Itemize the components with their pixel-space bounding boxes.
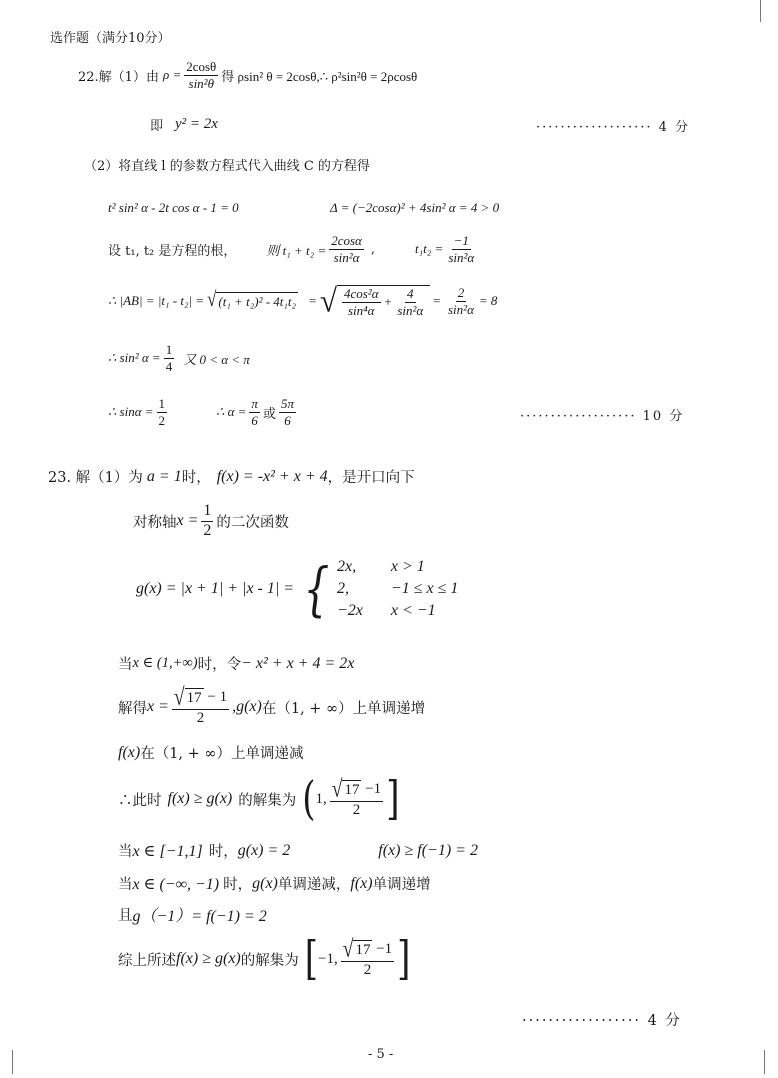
q23-l9-prefix: 当 xyxy=(118,877,133,893)
q23-l11-den: 2 xyxy=(363,961,372,978)
q23-l7-den: 2 xyxy=(352,801,361,818)
q23-axis-den: 2 xyxy=(203,521,212,539)
q23-l9-t1: 单调递减， xyxy=(277,877,351,893)
q23-l1-mid: 时， xyxy=(181,470,211,486)
q23-l11-ineq: f(x) ≥ g(x) xyxy=(176,950,241,968)
q23-l5-prefix: 解得 xyxy=(118,700,147,717)
q22-sin-frac xyxy=(157,397,168,427)
q22-ji: 即 xyxy=(150,119,164,134)
q23-l5-x: x = xyxy=(147,698,169,716)
q23-l4-mid: 时，令 xyxy=(197,657,242,673)
q23-g-lhs: g(x) = |x + 1| + |x - 1| = xyxy=(136,580,295,597)
q22-sin-lhs: ∴ sinα = xyxy=(108,404,154,420)
q23-l11-num-tail: −1 xyxy=(372,941,393,958)
q23-l10-eq: g（−1）= f(−1) = 2 xyxy=(132,908,267,925)
q22-ab-frac-1-den: sin⁴α xyxy=(347,302,375,318)
q22-ab-sqrt xyxy=(207,287,298,312)
q22-ab-frac-1-num: 4cos²α xyxy=(343,286,379,301)
right-bracket: ] xyxy=(386,772,400,827)
q23-l4-eq: − x² + x + 4 = 2x xyxy=(241,654,355,672)
q22-rho: ρ = xyxy=(162,67,182,83)
q22-result: y² = 2x xyxy=(175,116,218,132)
q23-l5-num xyxy=(172,684,229,711)
q23-axis-x: x = xyxy=(176,512,199,530)
q22-roots-label: 设 t₁, t₂ 是方程的根， xyxy=(108,243,237,259)
q22-ab-tail: = 8 xyxy=(478,293,498,309)
q23-l5-den: 2 xyxy=(196,709,205,726)
q23-line-1 xyxy=(48,466,415,487)
q23-l6-f: f(x) xyxy=(118,743,141,761)
q23-line-9 xyxy=(118,873,431,894)
q22-sum-label: 则 t₁ + t₂ = xyxy=(266,242,327,258)
q23-l8-g: g(x) = 2 xyxy=(237,841,291,859)
q23-l7-ineq: f(x) ≥ g(x) xyxy=(167,790,233,808)
q23-l7-num xyxy=(330,776,383,803)
q23-l1-prefix: 23. 解（1）为 xyxy=(48,470,143,486)
case-condition: x > 1 xyxy=(390,558,425,575)
q22-line-2 xyxy=(150,115,218,134)
q22-sin-line xyxy=(108,397,299,427)
q23-l9-f: f(x) xyxy=(350,874,373,892)
q23-l11-num xyxy=(341,936,394,963)
q23-line-6 xyxy=(118,742,303,763)
q23-l11-sqrt xyxy=(342,936,373,963)
q22-sin2-num: 1 xyxy=(165,342,173,357)
q22-sin2-lhs: ∴ sin² α = xyxy=(108,350,161,366)
q23-l7-sqrt xyxy=(331,776,362,803)
q23-line-10 xyxy=(118,903,267,926)
q22-alpha-2-den: 6 xyxy=(284,412,291,428)
q23-score: ·················· 4 分 xyxy=(522,1013,682,1029)
q22-score-2: ··················· 10 分 xyxy=(520,409,685,424)
crop-mark-top-right xyxy=(760,0,773,22)
crop-mark-bottom-right xyxy=(764,1050,777,1074)
q23-axis-post: 的二次函数 xyxy=(216,514,289,531)
q23-line-4 xyxy=(118,653,354,674)
q23-l1-f: f(x) = -x² + x + 4 xyxy=(216,467,328,485)
case-value: 2, xyxy=(336,580,349,597)
q22-ab-line xyxy=(108,282,498,319)
sqrt-symbol: √ xyxy=(342,936,354,963)
q22-ab-sqrt-2 xyxy=(319,282,430,319)
q22-score-1: ··················· 4 分 xyxy=(536,120,691,135)
q22-ab-result-num: 2 xyxy=(457,285,465,300)
q22-range: 又 0 < α < π xyxy=(183,351,250,367)
q23-l5-g: ,g(x) xyxy=(232,698,262,716)
q22-prefix: 22.解（1）由 xyxy=(78,69,159,85)
q22-sin2-den: 4 xyxy=(165,358,173,374)
q23-l7-post: 的解集为 xyxy=(238,792,297,809)
q23-l11-prefix: 综上所述 xyxy=(118,952,176,969)
q22-sin-den: 2 xyxy=(158,412,166,428)
q22-ab-result-den: sin²α xyxy=(448,301,474,317)
q22-ab-frac-1 xyxy=(342,287,381,317)
q22-alpha-1-den: 6 xyxy=(251,412,258,428)
q23-l5-sqrt-inner: 17 xyxy=(186,689,202,706)
q23-l11-sqrt-inner: 17 xyxy=(355,941,371,958)
q23-line-11 xyxy=(118,932,411,987)
q23-l8-mid: 时， xyxy=(208,844,238,860)
q23-l7-sqrt-inner: 17 xyxy=(344,781,360,798)
sqrt-symbol: √ xyxy=(173,684,185,711)
q23-line-5 xyxy=(118,684,426,726)
q23-l9-set: x ∈ (−∞, −1) xyxy=(132,875,220,893)
q23-l9-t2: 单调递增 xyxy=(372,877,431,893)
q23-axis-line xyxy=(133,503,289,540)
q22-sin2-frac xyxy=(164,343,175,373)
q23-cases-grid xyxy=(337,558,458,620)
q23-l9-mid: 时， xyxy=(223,877,253,893)
q22-sum-den: sin²α xyxy=(333,249,360,265)
sqrt-symbol-large: √ xyxy=(319,282,337,319)
q22-ab-lhs: ∴ |AB| = |t₁ - t₂| = xyxy=(108,293,205,309)
sqrt-symbol: √ xyxy=(331,776,343,803)
q23-l7-a: 1, xyxy=(315,790,327,807)
q22-alpha-lhs: ∴ α = xyxy=(216,404,247,420)
q23-l10-prefix: 且 xyxy=(118,908,133,924)
q22-delta: Δ = (−2cosα)² + 4sin² α = 4 > 0 xyxy=(330,200,500,215)
q23-l6-post: 在（1, + ∞）上单调递减 xyxy=(140,746,304,762)
page-number: - 5 - xyxy=(368,1047,394,1062)
q22-prod-den: sin²α xyxy=(448,249,475,265)
left-bracket: [ xyxy=(304,932,319,987)
q23-l5-num-tail: − 1 xyxy=(203,689,228,706)
q22-sin-num: 1 xyxy=(158,396,166,411)
q23-l11-frac xyxy=(341,936,394,978)
q23-l4-prefix: 当 xyxy=(118,657,133,673)
q22-eq-sign: = xyxy=(308,293,317,309)
q22-comma: , xyxy=(370,241,376,257)
q22-line-1 xyxy=(78,60,417,90)
left-paren: ( xyxy=(302,772,316,827)
left-brace: { xyxy=(303,555,330,623)
q22-prod-num: −1 xyxy=(453,233,469,248)
q22-alpha-2-num: 5π xyxy=(280,396,294,411)
q22-ab-frac-2 xyxy=(395,287,425,317)
q22-or: 或 xyxy=(262,406,276,422)
q22-ab-sqrt-inner: (t₁ + t₂)² - 4t₁t₂ xyxy=(218,294,297,310)
q23-l9-g: g(x) xyxy=(252,874,278,892)
q22-alpha-frac-2 xyxy=(279,397,296,427)
q23-axis-num: 1 xyxy=(201,503,213,522)
q22-equation-1: t² sin² α - 2t cos α - 1 = 0 xyxy=(108,200,239,215)
q22-fraction-den: sin²θ xyxy=(188,75,214,91)
q23-l8-f: f(x) ≥ f(−1) = 2 xyxy=(378,841,478,859)
q22-sum-fraction xyxy=(329,234,364,264)
q23-l1-a: a = 1 xyxy=(146,467,182,485)
q23-line-8 xyxy=(118,840,478,861)
q23-line-7 xyxy=(118,772,400,827)
q22-eq-sign-2: = xyxy=(432,293,441,309)
q23-l1-post: ，是开口向下 xyxy=(327,470,415,486)
q22-prod-fraction xyxy=(446,234,476,264)
case-condition: x < −1 xyxy=(390,602,436,619)
q22-ab-plus: + xyxy=(383,294,393,310)
q23-l5-post: 在（1, + ∞）上单调递增 xyxy=(261,700,426,717)
q23-l7-prefix: ∴此时 xyxy=(118,792,162,809)
q22-step: 得 ρsin² θ = 2cosθ,∴ ρ²sin²θ = 2ρcosθ xyxy=(221,68,418,84)
q23-l7-frac xyxy=(330,776,383,818)
case-value: 2x, xyxy=(336,558,357,575)
case-condition: −1 ≤ x ≤ 1 xyxy=(390,580,459,597)
q22-ab-sqrt-2-inner xyxy=(337,285,430,317)
q22-fraction-num: 2cosθ xyxy=(186,59,217,74)
q22-ab-result xyxy=(446,286,476,316)
q22-roots-line xyxy=(108,234,479,264)
q23-l8-set: x ∈ [−1,1] xyxy=(132,842,203,860)
q22-fraction xyxy=(184,60,218,90)
q22-alpha-frac-1 xyxy=(249,397,260,427)
q23-l11-a: −1, xyxy=(318,950,338,967)
q23-g-cases xyxy=(298,555,459,623)
crop-mark-bottom-left xyxy=(0,1050,13,1074)
q22-sin2-line xyxy=(108,343,250,373)
q23-axis-prefix: 对称轴 xyxy=(133,514,177,531)
right-bracket: ] xyxy=(397,932,411,987)
q22-prod-label: t₁t₂ = xyxy=(415,241,444,257)
q23-l7-num-tail: −1 xyxy=(361,781,382,798)
q22-ab-frac-2-num: 4 xyxy=(407,286,414,301)
case-value: −2x xyxy=(336,602,363,619)
q22-part-2: （2）将直线 l 的参数方程式代入曲线 C 的方程得 xyxy=(84,159,370,174)
q23-axis-frac xyxy=(201,503,213,540)
q22-sum-num: 2cosα xyxy=(331,233,362,248)
q22-ab-frac-2-den: sin²α xyxy=(397,302,424,318)
q23-l8-prefix: 当 xyxy=(118,844,133,860)
q23-l4-set: x ∈ (1,+∞) xyxy=(132,655,198,671)
q23-l11-post: 的解集为 xyxy=(240,952,299,969)
q23-l5-frac xyxy=(172,684,229,726)
q23-g-definition xyxy=(136,555,459,623)
q22-alpha-1-num: π xyxy=(251,396,258,411)
q23-l5-sqrt xyxy=(173,684,204,711)
section-header: 选作题（满分10分） xyxy=(50,31,171,46)
sqrt-symbol: √ xyxy=(207,287,217,312)
